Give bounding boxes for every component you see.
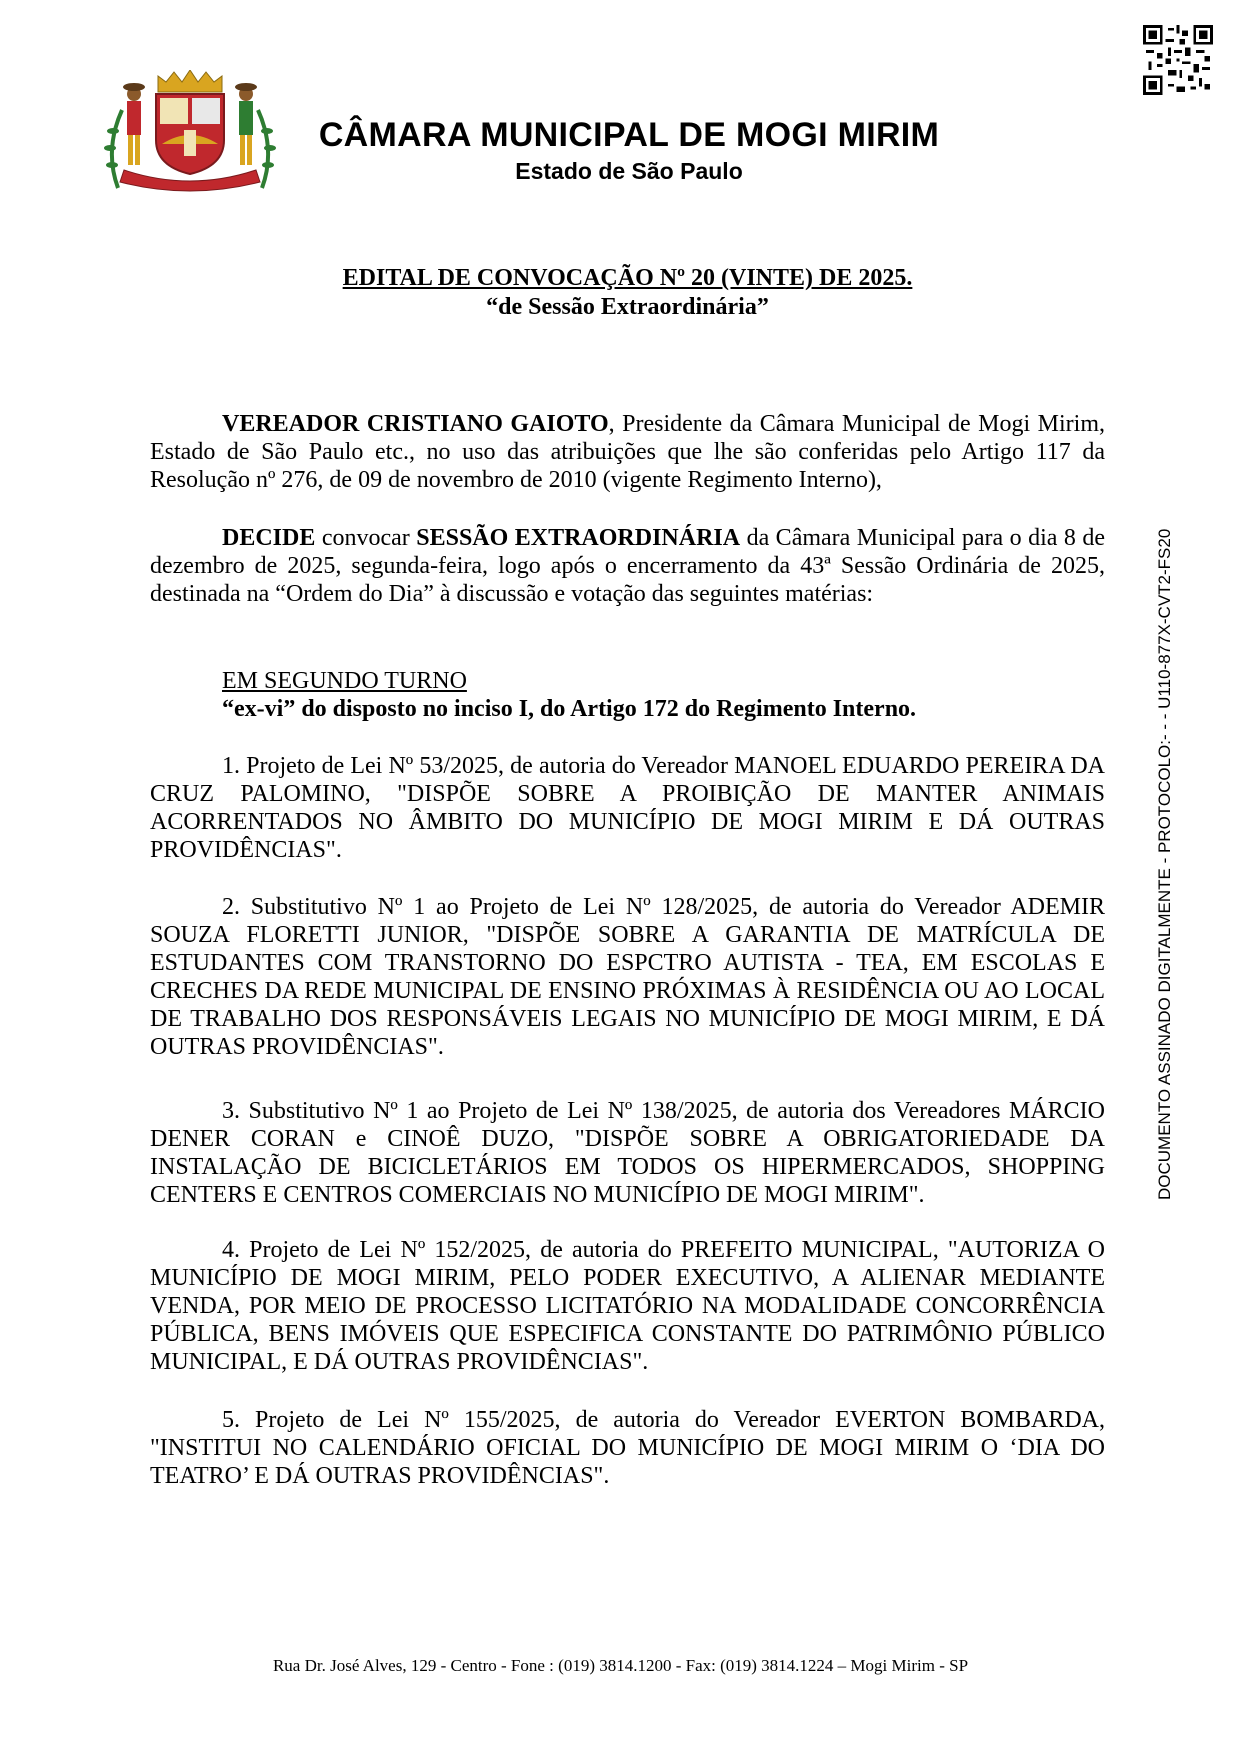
agenda-item: 2. Substitutivo Nº 1 ao Projeto de Lei Nº 128/2025, de autoria do Vereador ADEMIR SOUZA FLORETTI JUNIOR, "DISPÕE SOBRE A GARANTIA DE MATRÍCULA DE ESTUDANTES COM TRANSTORNO DO ESPCTRO AUTISTA - TEA, EM ESCOLAS E CRECHES DA REDE MUNICIPAL DE ENSINO PRÓXIMAS À RESIDÊNCIA OU AO LOCAL DE TRABALHO DOS RESPONSÁVEIS LEGAIS NO MUNICÍPIO DE MOGI MIRIM, E DÁ OUTRAS PROVIDÊNCIAS". [150, 894, 1105, 1060]
chamber-title: CÂMARA MUNICIPAL DE MOGI MIRIM [318, 116, 940, 154]
intro-paragraph [150, 410, 1105, 494]
document-subtitle: “de Sessão Extraordinária” [486, 294, 769, 320]
decision-text-a: convocar [315, 525, 417, 551]
intro-text: , Presidente da Câmara Municipal de Mogi Mirim, Estado de São Paulo etc., no uso das atribuições que lhe são conferidas pelo Artigo 117 da Resolução nº 276, de 09 de novembro de 2010 (vigente Regimento Interno), [150, 411, 1105, 493]
document-title: EDITAL DE CONVOCAÇÃO Nº 20 (VINTE) DE 2025. [342, 265, 913, 291]
footer-address: Rua Dr. José Alves, 129 - Centro - Fone : (019) 3814.1200 - Fax: (019) 3814.1224 – Mogi Mirim - SP [272, 1656, 969, 1675]
agenda-item: 4. Projeto de Lei Nº 152/2025, de autoria do PREFEITO MUNICIPAL, "AUTORIZA O MUNICÍPIO DE MOGI MIRIM, PELO PODER EXECUTIVO, A ALIENAR MEDIANTE VENDA, POR MEIO DE PROCESSO LICITATÓRIO NA MODALIDADE CONCORRÊNCIA PÚBLICA, BENS IMÓVEIS QUE ESPECIFICA CONSTANTE DO PATRIMÔNIO PÚBLICO MUNICIPAL, E DÁ OUTRAS PROVIDÊNCIAS". [150, 1237, 1105, 1375]
agenda-item: 3. Substitutivo Nº 1 ao Projeto de Lei Nº 138/2025, de autoria dos Vereadores MÁRCIO DENER CORAN e CINOÊ DUZO, "DISPÕE SOBRE A OBRIGATORIEDADE DA INSTALAÇÃO DE BICICLETÁRIOS EM TODOS OS HIPERMERCADOS, SHOPPING CENTERS E CENTROS COMERCIAIS NO MUNICÍPIO DE MOGI MIRIM". [150, 1098, 1105, 1208]
section-subheading: “ex-vi” do disposto no inciso I, do Artigo 172 do Regimento Interno. [222, 696, 917, 722]
digital-signature-stamp: DOCUMENTO ASSINADO DIGITALMENTE - PROTOCOLO:- - - U110-877X-CVT2-FS20 [1155, 528, 1174, 1200]
decision-text-b: da Câmara Municipal para o dia 8 de dezembro de 2025, segunda-feira, logo após o encerramento da 43ª Sessão Ordinária de 2025, destinada na “Ordem do Dia” à discussão e votação das seguintes matérias: [150, 525, 1105, 607]
coat-of-arms-logo [100, 70, 280, 198]
qr-code [1143, 25, 1213, 95]
decision-paragraph [150, 524, 1105, 608]
decision-verb: DECIDE [222, 525, 316, 551]
section-heading: EM SEGUNDO TURNO [222, 668, 467, 694]
session-type: SESSÃO EXTRAORDINÁRIA [416, 525, 741, 551]
agenda-item: 1. Projeto de Lei Nº 53/2025, de autoria do Vereador MANOEL EDUARDO PEREIRA DA CRUZ PALOMINO, "DISPÕE SOBRE A PROIBIÇÃO DE MANTER ANIMAIS ACORRENTADOS NO ÂMBITO DO MUNICÍPIO DE MOGI MIRIM E DÁ OUTRAS PROVIDÊNCIAS". [150, 753, 1105, 863]
state-subtitle: Estado de São Paulo [515, 158, 743, 184]
president-name: VEREADOR CRISTIANO GAIOTO [222, 411, 609, 437]
agenda-item: 5. Projeto de Lei Nº 155/2025, de autoria do Vereador EVERTON BOMBARDA, "INSTITUI NO CALENDÁRIO OFICIAL DO MUNICÍPIO DE MOGI MIRIM O ‘DIA DO TEATRO’ E DÁ OUTRAS PROVIDÊNCIAS". [150, 1407, 1105, 1489]
